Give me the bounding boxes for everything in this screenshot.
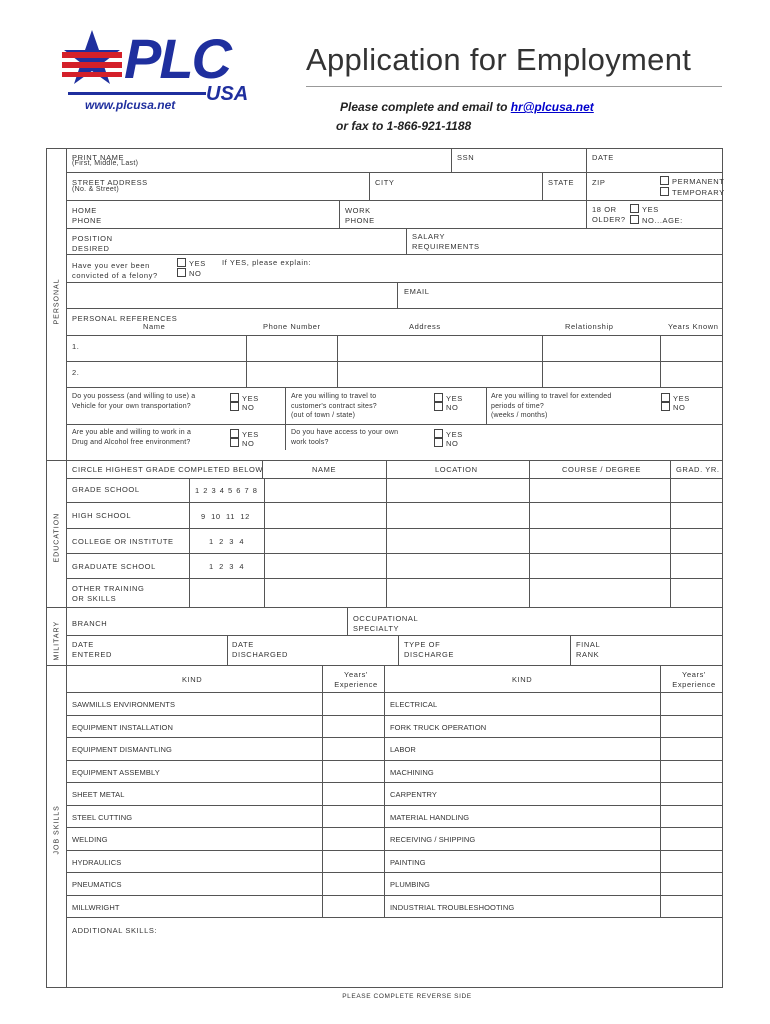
skill-right-3: MACHINING: [390, 767, 434, 777]
zip-label: ZIP: [592, 178, 606, 187]
edu-course-header: COURSE / DEGREE: [562, 465, 642, 474]
state-label: STATE: [548, 178, 575, 187]
print-name-sub: (First, Middle, Last): [72, 160, 139, 167]
skill-row-divider: [66, 760, 722, 761]
skill-left-7: HYDRAULICS: [72, 857, 122, 867]
skill-right-7: PAINTING: [390, 857, 426, 867]
print-name-label: PRINT NAME: [72, 153, 125, 162]
q-tools: Do you have access to your own work tools?: [291, 429, 399, 446]
section-education: EDUCATION: [53, 512, 61, 563]
temporary-checkbox[interactable]: TEMPORARY: [660, 187, 725, 198]
skill-left-8: PNEUMATICS: [72, 880, 122, 889]
instruction-prefix: Please complete and email to: [340, 100, 511, 114]
extended-yes-checkbox[interactable]: YES: [661, 393, 690, 404]
skill-left-0: SAWMILLS ENVIRONMENTS: [72, 700, 176, 709]
felony-explain-label: If YES, please explain:: [222, 258, 312, 267]
skills-years-right: Years' Experience: [672, 670, 716, 689]
edu-graduate-grades[interactable]: 1 2 3 4: [209, 562, 245, 571]
skill-left-6: WELDING: [72, 835, 108, 844]
skill-left-years-field-1[interactable]: [323, 716, 383, 737]
left-border: [46, 148, 47, 988]
mil-type-discharge: TYPE OF DISCHARGE: [404, 640, 454, 659]
refs-phone-header: Phone Number: [263, 322, 321, 331]
additional-skills-field[interactable]: [66, 917, 722, 987]
position-label: POSITION DESIRED: [72, 234, 113, 253]
right-border: [722, 148, 723, 988]
logo-sub: USA: [206, 83, 249, 105]
section-personal: PERSONAL: [53, 278, 61, 325]
refs-relationship-header: Relationship: [565, 322, 614, 331]
skill-left-years-field-6[interactable]: [323, 828, 383, 849]
edu-grade-school: GRADE SCHOOL: [72, 485, 140, 494]
skill-left-5: STEEL CUTTING: [72, 812, 133, 822]
edu-high-school: HIGH SCHOOL: [72, 511, 132, 520]
page-title: Application for Employment: [306, 42, 692, 77]
mil-branch: BRANCH: [72, 619, 108, 628]
travel-no-checkbox[interactable]: NO: [434, 402, 458, 413]
felony-label: Have you ever been convicted of a felony?: [72, 261, 158, 280]
skill-left-4: SHEET METAL: [72, 790, 125, 799]
work-phone-label: WORK PHONE: [345, 206, 375, 225]
skill-right-years-field-4[interactable]: [661, 783, 721, 804]
age-yes-checkbox[interactable]: YES: [630, 204, 659, 215]
title-rule: [306, 86, 722, 87]
drug-yes-checkbox[interactable]: YES: [230, 429, 259, 440]
skill-left-years-field-4[interactable]: [323, 783, 383, 804]
skill-right-1: FORK TRUCK OPERATION: [390, 722, 487, 732]
skill-right-years-field-3[interactable]: [661, 761, 721, 782]
street-sub: (No. & Street): [72, 186, 119, 193]
edu-high-school-grades[interactable]: 9 10 11 12: [201, 512, 250, 521]
logo-underline: [68, 92, 206, 95]
refs-title: PERSONAL REFERENCES: [72, 314, 178, 323]
edu-grade-school-grades[interactable]: 1 2 3 4 5 6 7 8: [195, 486, 258, 495]
skill-right-years-field-9[interactable]: [661, 896, 721, 917]
skill-row-divider: [66, 805, 722, 806]
website[interactable]: www.plcusa.net: [85, 98, 176, 112]
felony-yes-checkbox[interactable]: YES: [177, 258, 206, 269]
skill-right-8: PLUMBING: [390, 880, 430, 889]
section-military: MILITARY: [53, 620, 61, 661]
skill-right-years-field-5[interactable]: [661, 806, 721, 827]
edu-circle-header: CIRCLE HIGHEST GRADE COMPLETED BELOW: [72, 465, 264, 474]
edu-name-header: NAME: [312, 465, 337, 474]
skill-right-years-field-2[interactable]: [661, 738, 721, 759]
skills-years-left: Years' Experience: [334, 670, 378, 689]
skill-left-years-field-2[interactable]: [323, 738, 383, 759]
skill-left-2: EQUIPMENT DISMANTLING: [72, 745, 172, 754]
skill-right-years-field-6[interactable]: [661, 828, 721, 849]
section-job-skills: JOB SKILLS: [53, 805, 61, 855]
skill-left-years-field-8[interactable]: [323, 873, 383, 894]
ref-row-2[interactable]: 2.: [72, 368, 80, 377]
vehicle-yes-checkbox[interactable]: YES: [230, 393, 259, 404]
edu-college-grades[interactable]: 1 2 3 4: [209, 537, 245, 546]
street-label: STREET ADDRESS: [72, 178, 148, 187]
skill-row-divider: [66, 850, 722, 851]
skill-right-years-field-0[interactable]: [661, 693, 721, 714]
logo-text: PLC: [124, 27, 230, 90]
skill-row-divider: [66, 895, 722, 896]
vehicle-no-checkbox[interactable]: NO: [230, 402, 254, 413]
footer-note: PLEASE COMPLETE REVERSE SIDE: [342, 993, 472, 1000]
skill-right-5: MATERIAL HANDLING: [390, 812, 470, 822]
permanent-checkbox[interactable]: PERMANENT: [660, 176, 725, 187]
skill-left-years-field-5[interactable]: [323, 806, 383, 827]
mil-date-entered: DATE ENTERED: [72, 640, 113, 659]
q-drug: Are you able and willing to work in a Drug and Alcohol free environment?: [72, 429, 192, 446]
skill-right-6: RECEIVING / SHIPPING: [390, 835, 476, 844]
skill-right-years-field-7[interactable]: [661, 851, 721, 872]
skill-left-9: MILLWRIGHT: [72, 902, 120, 912]
skill-left-years-field-0[interactable]: [323, 693, 383, 714]
skill-row-divider: [66, 782, 722, 783]
edu-other-training: OTHER TRAINING OR SKILLS: [72, 584, 145, 603]
edu-graduate: GRADUATE SCHOOL: [72, 562, 156, 571]
skill-row-divider: [66, 715, 722, 716]
q-travel: Are you willing to travel to customer's contract sites? (out of town / state): [291, 393, 377, 419]
home-phone-label: HOME PHONE: [72, 206, 102, 225]
top-border: [46, 148, 722, 149]
tools-no-checkbox[interactable]: NO: [434, 438, 458, 449]
edu-college: COLLEGE OR INSTITUTE: [72, 537, 174, 546]
mil-occupational: OCCUPATIONAL SPECIALTY: [353, 614, 419, 633]
additional-skills-label: ADDITIONAL SKILLS:: [72, 926, 158, 935]
travel-yes-checkbox[interactable]: YES: [434, 393, 463, 404]
instruction-line: [340, 100, 594, 114]
skill-left-3: EQUIPMENT ASSEMBLY: [72, 767, 160, 777]
ref-row-1[interactable]: 1.: [72, 342, 80, 351]
refs-name-header: Name: [143, 322, 166, 331]
email-link[interactable]: hr@plcusa.net: [510, 100, 594, 114]
inner-left-border: [66, 148, 67, 988]
date-label: DATE: [592, 153, 614, 162]
edu-location-header: LOCATION: [435, 465, 478, 474]
skill-left-1: EQUIPMENT INSTALLATION: [72, 722, 173, 732]
skill-left-years-field-3[interactable]: [323, 761, 383, 782]
skill-row-divider: [66, 827, 722, 828]
skills-kind-left: KIND: [182, 675, 203, 684]
age-no-checkbox[interactable]: NO...AGE:: [630, 215, 683, 226]
drug-no-checkbox[interactable]: NO: [230, 438, 254, 449]
skill-right-4: CARPENTRY: [390, 790, 438, 799]
star-logo-icon: [62, 28, 122, 92]
skill-right-years-field-8[interactable]: [661, 873, 721, 894]
salary-label: SALARY REQUIREMENTS: [412, 232, 480, 251]
instruction-fax: or fax to 1-866-921-1188: [336, 119, 472, 133]
q-vehicle: Do you possess (and willing to use) a Vehicle for your own transportation?: [72, 393, 196, 410]
q-extended: Are you willing to travel for extended periods of time? (weeks / months): [491, 393, 612, 419]
mil-date-discharged: DATE DISCHARGED: [232, 640, 289, 659]
tools-yes-checkbox[interactable]: YES: [434, 429, 463, 440]
extended-no-checkbox[interactable]: NO: [661, 402, 685, 413]
edu-grad-header: GRAD. YR.: [676, 465, 720, 474]
felony-no-checkbox[interactable]: NO: [177, 268, 201, 279]
logo: [62, 28, 262, 108]
age-label: 18 OR OLDER?: [592, 205, 626, 224]
skill-right-years-field-1[interactable]: [661, 716, 721, 737]
refs-address-header: Address: [409, 322, 441, 331]
city-label: CITY: [375, 178, 395, 187]
skill-row-divider: [66, 737, 722, 738]
skill-left-years-field-7[interactable]: [323, 851, 383, 872]
skill-right-0: ELECTRICAL: [390, 700, 438, 709]
skills-kind-right: KIND: [512, 675, 533, 684]
email-label: EMAIL: [404, 287, 430, 296]
skill-right-9: INDUSTRIAL TROUBLESHOOTING: [390, 902, 515, 912]
skill-left-years-field-9[interactable]: [323, 896, 383, 917]
ssn-label: SSN: [457, 153, 475, 162]
skill-right-2: LABOR: [390, 745, 416, 754]
mil-final-rank: FINAL RANK: [576, 640, 601, 659]
bottom-border: [46, 987, 722, 988]
refs-years-header: Years Known: [668, 322, 719, 331]
skill-row-divider: [66, 872, 722, 873]
